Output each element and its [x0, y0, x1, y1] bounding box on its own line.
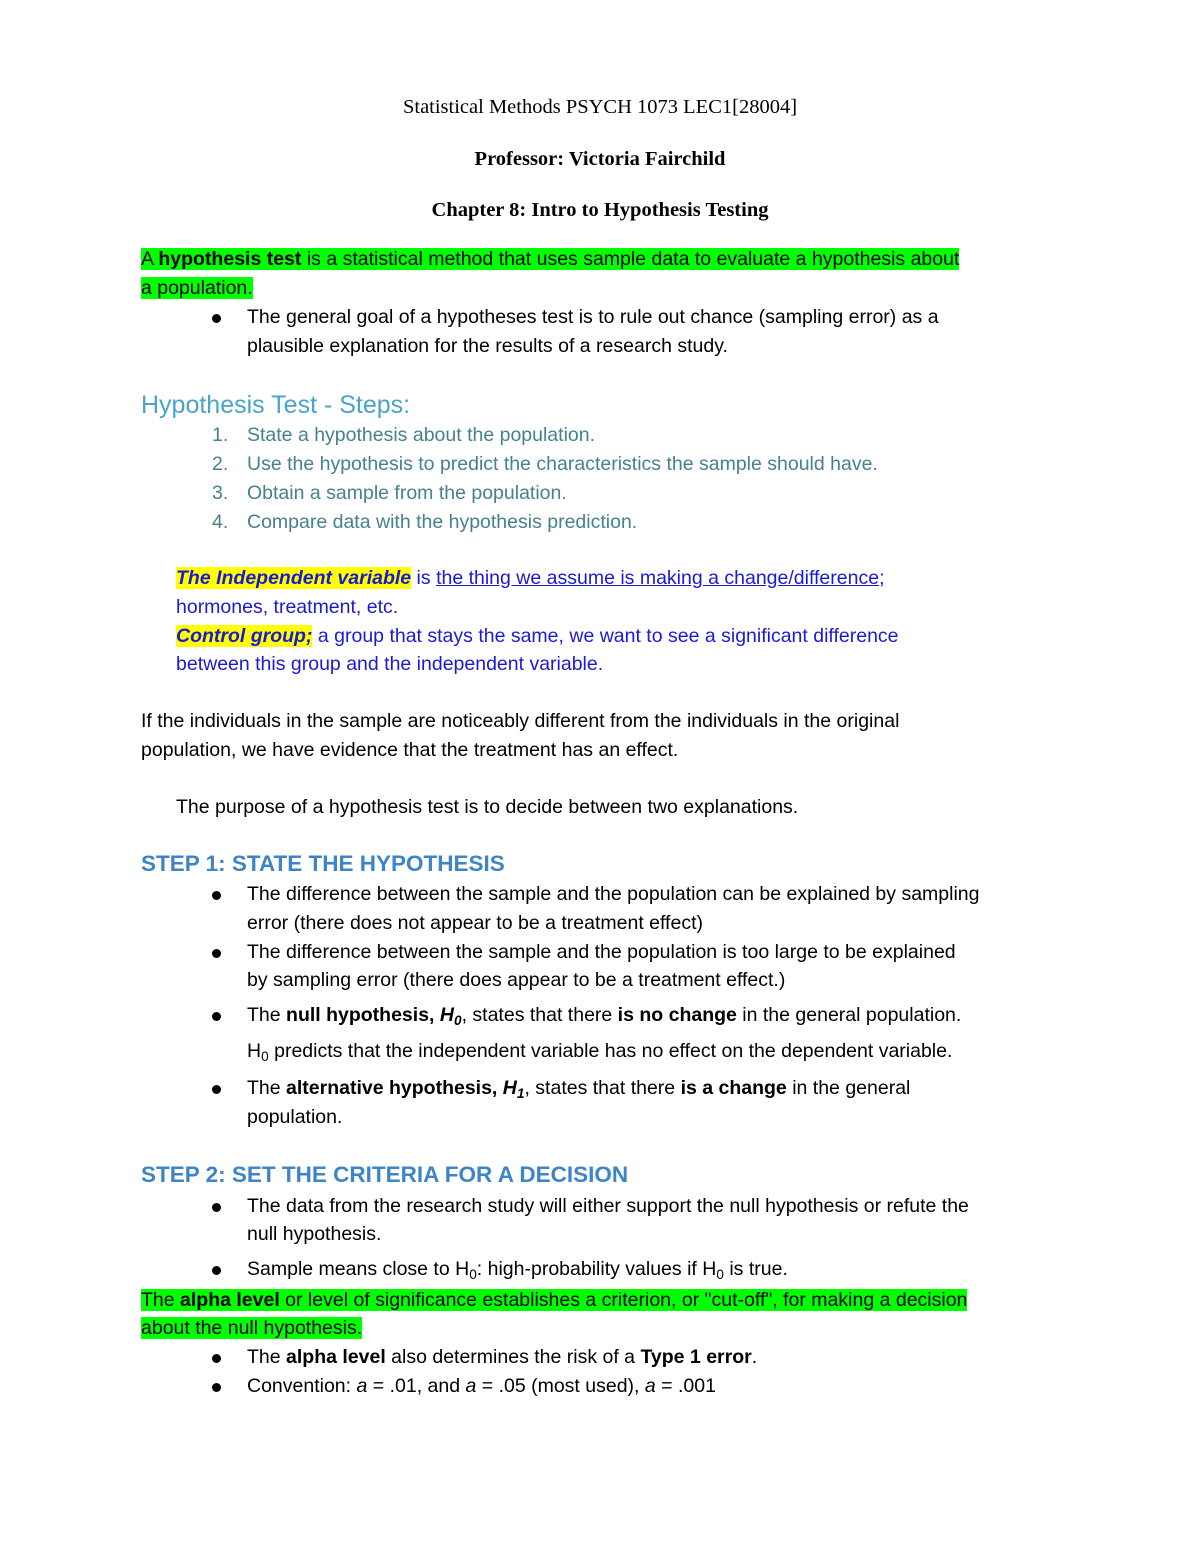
independent-variable-line1: The Independent variable is the thing we assume is making a change/difference; — [176, 567, 885, 589]
purpose-line: The purpose of a hypothesis test is to decide between two explanations. — [176, 796, 799, 818]
bullet-dot — [212, 1354, 221, 1363]
intro-bullet-line2: plausible explanation for the results of a research study. — [247, 335, 728, 357]
chapter-title: Chapter 8: Intro to Hypothesis Testing — [431, 199, 769, 221]
step-num-2: 2. — [212, 453, 229, 475]
bullet-dot — [212, 1383, 221, 1392]
step1-null-hypothesis-line2: $H_0$ predicts that the independent variable has no effect on the dependent variable. — [247, 1040, 953, 1065]
bullet-dot — [212, 314, 221, 323]
alternative-hypothesis-term: alternative hypothesis, — [286, 1077, 503, 1099]
step2-convention: Convention: a = .01, and a = .05 (most used), a = .001 — [247, 1375, 716, 1397]
step1-bullet1-line2: error (there does not appear to be a treatment effect) — [247, 912, 703, 934]
step1-null-hypothesis-line1: The null hypothesis, $H_0$, states that there is no change in the general population. — [247, 1004, 962, 1029]
step2-alpha-risk: The alpha level also determines the risk of a Type 1 error. — [247, 1346, 758, 1368]
step1-bullet1-line1: The difference between the sample and the population can be explained by sampling — [247, 883, 980, 905]
independent-variable-term: The Independent variable — [176, 567, 412, 589]
step1-heading: STEP 1: STATE THE HYPOTHESIS — [141, 851, 505, 876]
evidence-line2: population, we have evidence that the treatment has an effect. — [141, 739, 679, 761]
alpha-level-definition-line2: about the null hypothesis. — [141, 1317, 363, 1339]
control-group-term: Control group; — [176, 625, 313, 647]
type1-error-term: Type 1 error — [640, 1346, 752, 1368]
step1-bullet2-line2: by sampling error (there does appear to be a treatment effect.) — [247, 969, 786, 991]
independent-variable-definition: the thing we assume is making a change/difference — [436, 567, 880, 589]
step-num-3: 3. — [212, 482, 229, 504]
step2-bullet2: Sample means close to $H_0$: high-probability values if $H_0$ is true. — [247, 1258, 788, 1283]
step2-heading: STEP 2: SET THE CRITERIA FOR A DECISION — [141, 1162, 629, 1187]
bullet-dot — [212, 1012, 221, 1021]
professor-line: Professor: Victoria Fairchild — [474, 148, 726, 170]
step-text-2: Use the hypothesis to predict the characteristics the sample should have. — [247, 453, 878, 475]
hypothesis-test-term: hypothesis test — [158, 248, 302, 270]
step-text-4: Compare data with the hypothesis prediction. — [247, 511, 638, 533]
step-num-4: 4. — [212, 511, 229, 533]
step-num-1: 1. — [212, 424, 229, 446]
step2-bullet1-line2: null hypothesis. — [247, 1223, 382, 1245]
intro-definition-line2: a population. — [141, 277, 253, 299]
step-text-3: Obtain a sample from the population. — [247, 482, 567, 504]
intro-definition-line1: A hypothesis test is a statistical method that uses sample data to evaluate a hypothesis about — [141, 248, 960, 270]
step1-alternative-hypothesis-line1: The alternative hypothesis, $H_1$, states that there is a change in the general — [247, 1077, 911, 1102]
bullet-dot — [212, 1085, 221, 1094]
bullet-dot — [212, 891, 221, 900]
alpha-level-term: alpha level — [180, 1289, 280, 1311]
bullet-dot — [212, 1266, 221, 1275]
null-hypothesis-term: null hypothesis, — [286, 1004, 440, 1026]
control-group-line2: between this group and the independent variable. — [176, 653, 604, 675]
steps-heading: Hypothesis Test - Steps: — [141, 391, 411, 419]
independent-variable-line2: hormones, treatment, etc. — [176, 596, 399, 618]
step1-bullet2-line1: The difference between the sample and the population is too large to be explained — [247, 941, 956, 963]
intro-bullet-line1: The general goal of a hypotheses test is to rule out chance (sampling error) as a — [247, 306, 939, 328]
bullet-dot — [212, 949, 221, 958]
course-title: Statistical Methods PSYCH 1073 LEC1[28004] — [402, 96, 798, 118]
step-text-1: State a hypothesis about the population. — [247, 424, 596, 446]
alpha-level-definition-line1: The alpha level or level of significance establishes a criterion, or "cut-off", for making a decision — [141, 1289, 968, 1311]
bullet-dot — [212, 1203, 221, 1212]
control-group-line1: Control group; a group that stays the same, we want to see a significant difference — [176, 625, 899, 647]
evidence-line1: If the individuals in the sample are noticeably different from the individuals in the original — [141, 710, 900, 732]
step2-bullet1-line1: The data from the research study will either support the null hypothesis or refute the — [247, 1195, 969, 1217]
step1-alternative-hypothesis-line2: population. — [247, 1106, 343, 1128]
